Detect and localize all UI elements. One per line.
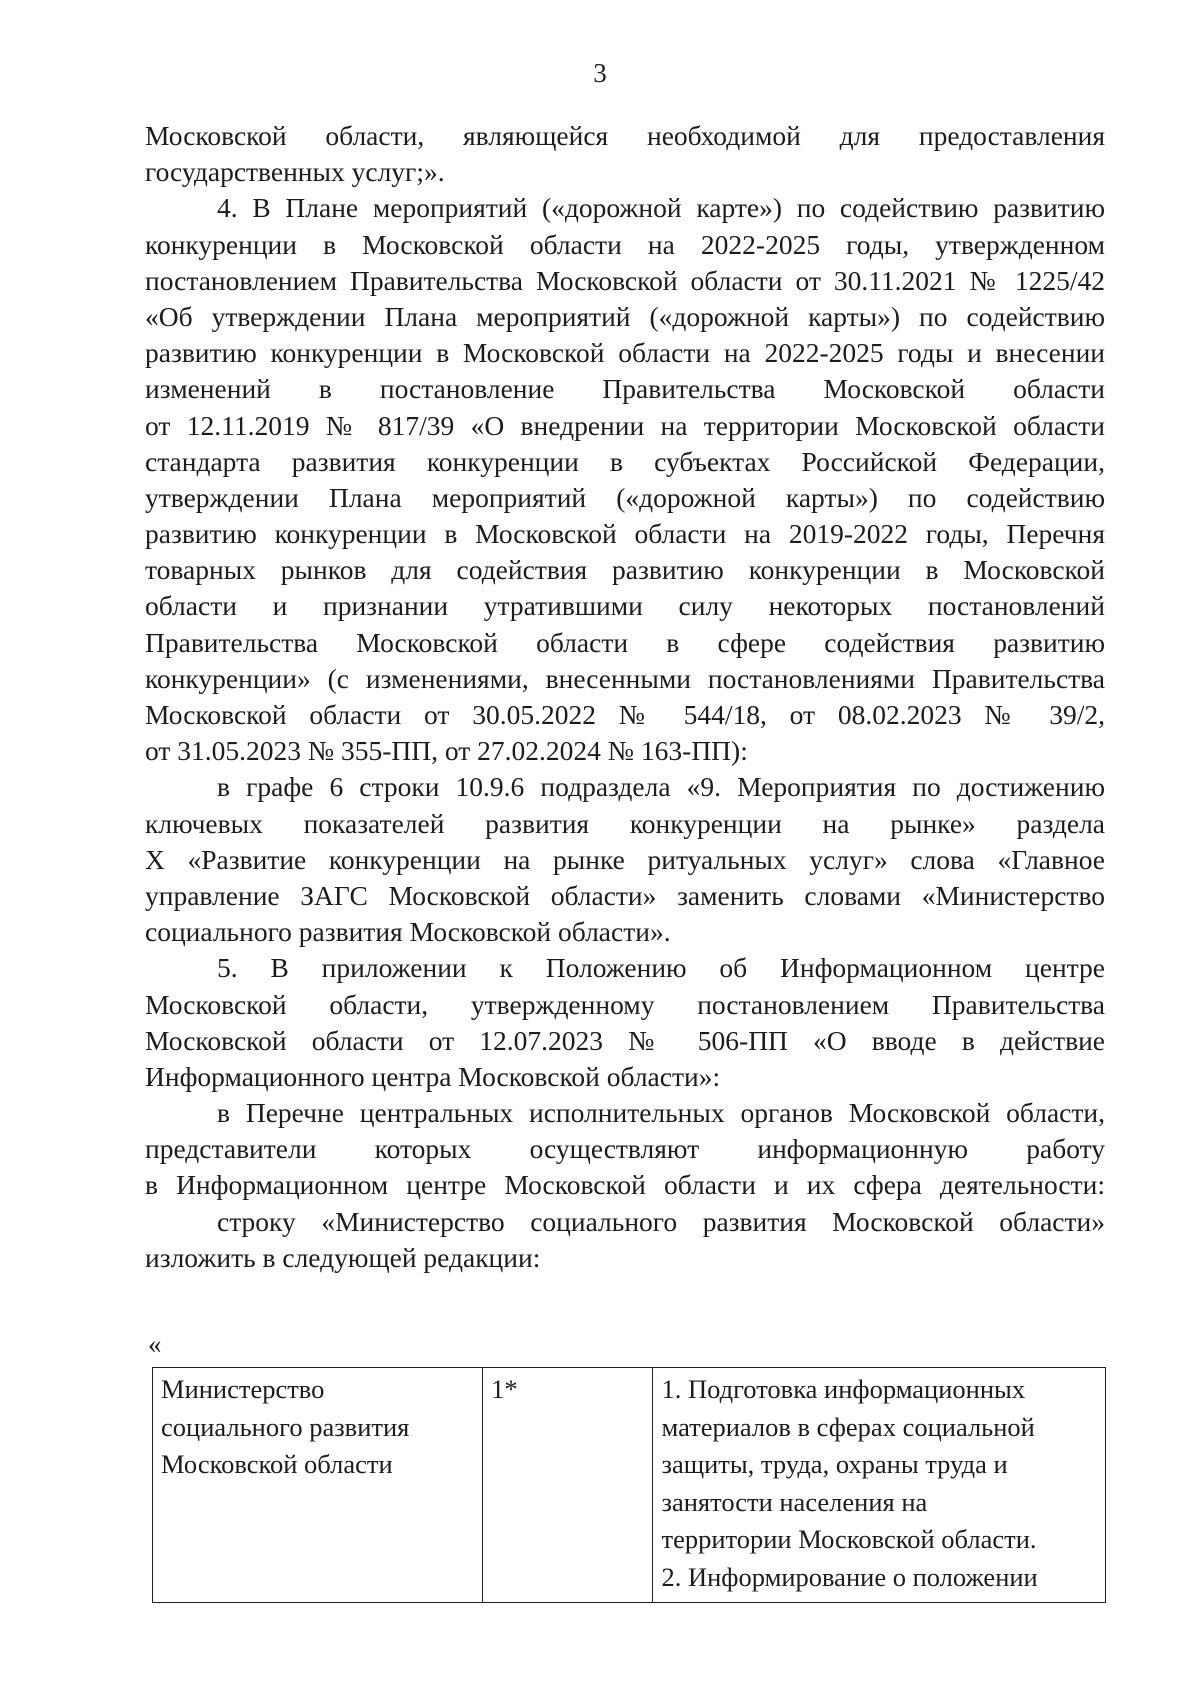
description-line: занятости населения на [661, 1486, 928, 1517]
description-line: защиты, труда, охраны труда и [661, 1449, 1008, 1479]
text-line: товарных рынков для содействия развитию конкуренции в Московской [145, 554, 1105, 586]
text-line: стандарта развития конкуренции в субъектах Российской Федерации, [145, 445, 1105, 477]
text-line: конкуренции в Московской области на 2022-2025 годы, утвержденном [145, 228, 1105, 260]
text-line: развитию конкуренции в Московской области на 2022-2025 годы и внесении [145, 337, 1105, 369]
text-line: в Перечне центральных исполнительных органов Московской области, [217, 1097, 1105, 1129]
text-line: изменений в постановление Правительства Московской области [145, 373, 1105, 405]
text-line: от 12.11.2019 № 817/39 «О внедрении на территории Московской области [145, 409, 1105, 441]
opening-quote-mark: « [148, 1329, 162, 1359]
page-number: 3 [593, 58, 607, 88]
text-line: области и признании утратившими силу некоторых постановлений [145, 590, 1105, 622]
text-line: 5. В приложении к Положению об Информационном центре [217, 952, 1105, 984]
text-line: в графе 6 строки 10.9.6 подраздела «9. Мероприятия по достижению [217, 771, 1105, 803]
text-line: изложить в следующей редакции: [145, 1241, 541, 1273]
description-cell [653, 1368, 1106, 1603]
text-line: в Информационном центре Московской области и их сфера деятельности: [145, 1169, 1105, 1201]
table-row [153, 1368, 1106, 1603]
text-line: представители которых осуществляют информационную работу [145, 1133, 1105, 1165]
organization-line: Министерство [161, 1374, 325, 1404]
description-line: 1. Подготовка информационных [661, 1374, 1026, 1404]
text-line: утверждении Плана мероприятий («дорожной карты») по содействию [145, 481, 1105, 513]
text-line: социального развития Московской области». [145, 916, 671, 948]
text-line: Московской области от 12.07.2023 № 506-ПП «О вводе в действие [145, 1024, 1105, 1056]
text-line: конкуренции» (с изменениями, внесенными постановлениями Правительства [145, 662, 1105, 694]
text-line: Московской области, утвержденному постановлением Правительства [145, 988, 1105, 1020]
text-line: государственных услуг;». [145, 156, 445, 188]
text-line: Правительства Московской области в сфере содействия развитию [145, 626, 1105, 658]
description-line: 2. Информирование о положении [661, 1561, 1038, 1592]
text-line: Информационного центра Московской области»: [145, 1060, 721, 1092]
text-line: Московской области, являющейся необходимой для предоставления [145, 120, 1105, 151]
organization-line: социального развития [161, 1411, 410, 1442]
organization-line: Московской области [161, 1449, 393, 1479]
text-line: постановлением Правительства Московской области от 30.11.2021 № 1225/42 [145, 264, 1105, 296]
text-line: 4. В Плане мероприятий («дорожной карте») по содействию развитию [217, 192, 1105, 224]
description-line: территории Московской области. [661, 1524, 1037, 1554]
text-line: ключевых показателей развития конкуренции на рынке» раздела [145, 807, 1105, 839]
text-line: управление ЗАГС Московской области» заменить словами «Министерство [145, 879, 1105, 911]
document-body [145, 118, 1105, 1276]
text-line: X «Развитие конкуренции на рынке ритуальных услуг» слова «Главное [145, 843, 1105, 875]
text-line: «Об утверждении Плана мероприятий («дорожной карты») по содействию [145, 300, 1105, 332]
text-line: от 31.05.2023 № 355-ПП, от 27.02.2024 № 163-ПП): [145, 735, 748, 767]
text-line: развитию конкуренции в Московской области на 2019-2022 годы, Перечня [145, 518, 1105, 550]
organization-cell [153, 1368, 483, 1603]
replacement-table [152, 1367, 1106, 1603]
text-line: строку «Министерство социального развития Московской области» [217, 1205, 1105, 1237]
description-line: материалов в сферах социальной [661, 1411, 1035, 1442]
number-cell: 1* [483, 1368, 653, 1603]
text-line: Московской области от 30.05.2022 № 544/18, от 08.02.2023 № 39/2, [145, 699, 1105, 730]
